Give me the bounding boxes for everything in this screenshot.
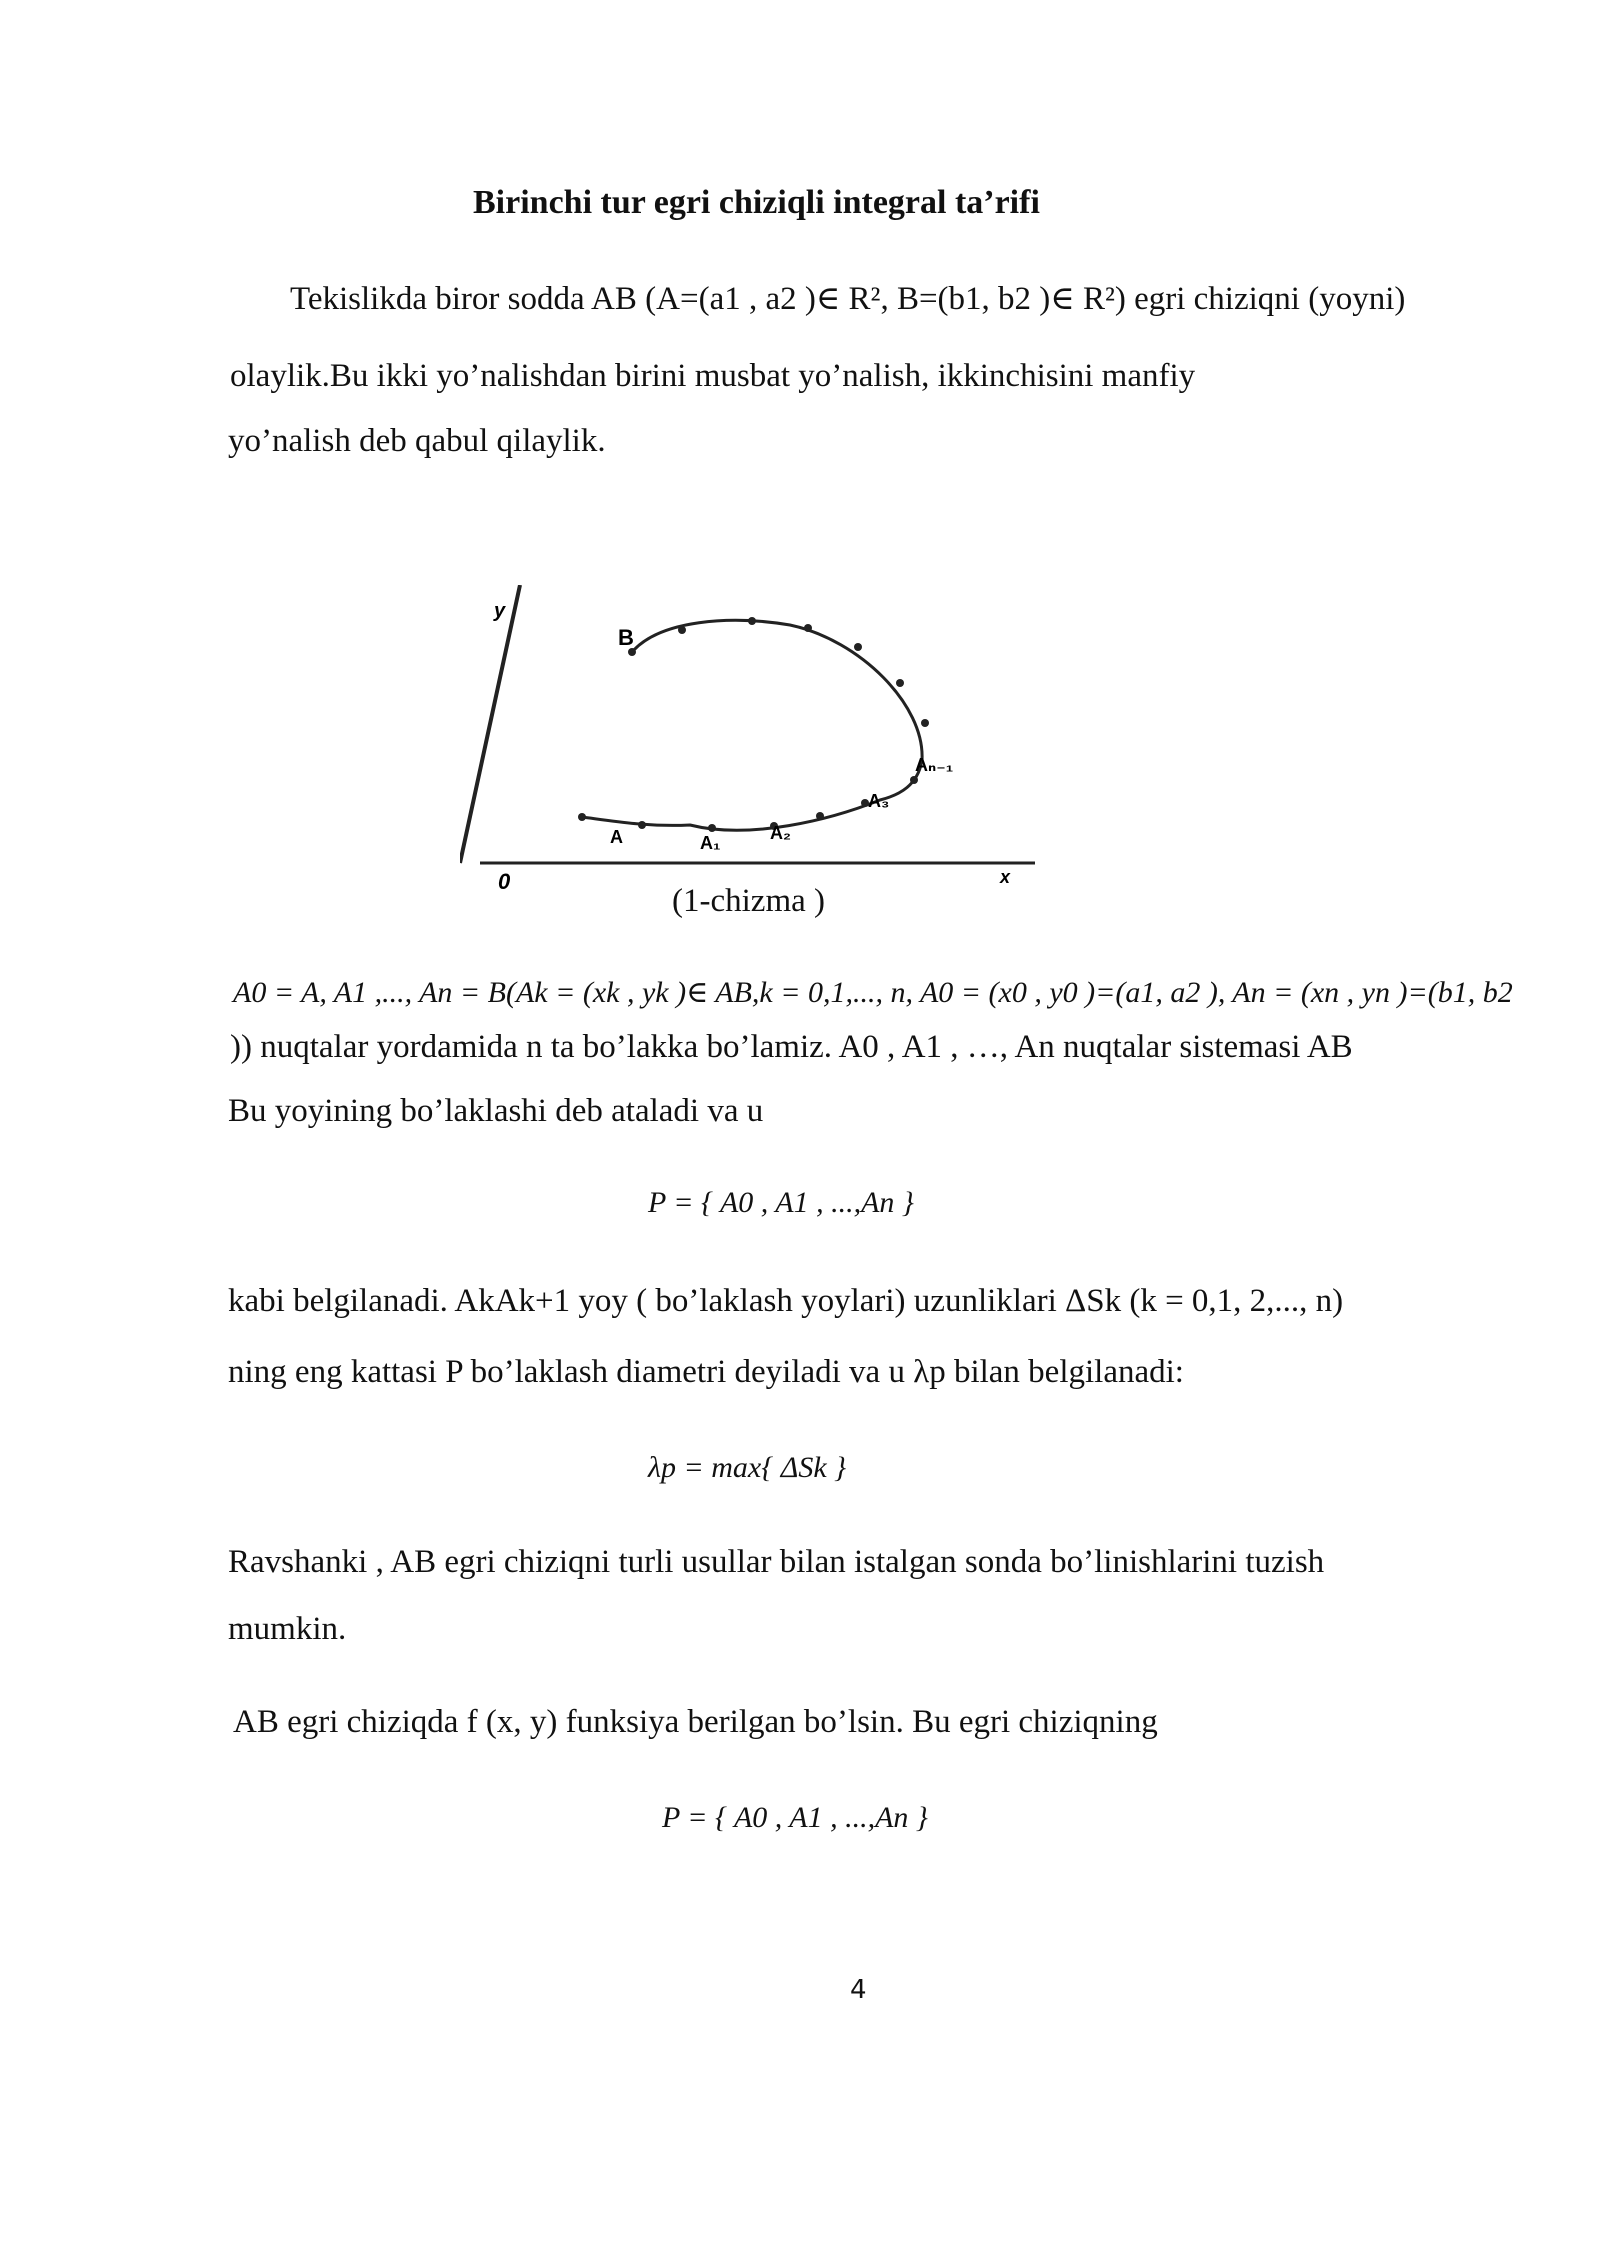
- partition-point: [708, 824, 716, 832]
- partition-point: [578, 813, 586, 821]
- x-axis-label: x: [1000, 867, 1011, 887]
- partition-point: [854, 643, 862, 651]
- paragraph-1-line-2: olaylik.Bu ikki yo’nalishdan birini musbat yo’nalish, ikkinchisini manfiy: [230, 358, 1196, 394]
- formula-partition-repeat: P = { A0 , A1 , ...,An }: [662, 1801, 928, 1834]
- figure-caption: (1-chizma ): [672, 883, 825, 919]
- point-label-a1: A₁: [700, 833, 721, 853]
- formula-partition: P = { A0 , A1 , ...,An }: [648, 1186, 914, 1219]
- point-label-b: B: [618, 625, 634, 650]
- paragraph-2-line-1: A0 = A, A1 ,..., An = B(Ak = (xk , yk )∈ AB,k = 0,1,..., n, A0 = (x0 , y0 )=(a1, a2 ), An = (xn , yn )=(b1, b2: [233, 976, 1513, 1009]
- y-axis-label: y: [494, 600, 506, 622]
- page-number: 4: [850, 1975, 867, 2005]
- paragraph-1-line-1: Tekislikda biror sodda AB (A=(a1 , a2 )∈ R², B=(b1, b2 )∈ R²) egri chiziqni (yoyni): [290, 281, 1406, 317]
- partition-point: [804, 624, 812, 632]
- partition-point: [896, 679, 904, 687]
- paragraph-2-line-3: Bu yoyining bo’laklashi deb ataladi va u: [228, 1093, 764, 1129]
- partition-point: [921, 719, 929, 727]
- partition-point: [748, 617, 756, 625]
- point-label-a2: A₂: [770, 823, 791, 843]
- paragraph-3-line-2: ning eng kattasi P bo’laklash diametri deyiladi va u λp bilan belgilanadi:: [228, 1354, 1184, 1390]
- origin-label: 0: [498, 869, 511, 894]
- section-title: Birinchi tur egri chiziqli integral ta’rifi: [473, 184, 1040, 221]
- point-label-a3: A₃: [868, 791, 890, 811]
- partition-point: [910, 776, 918, 784]
- curve-figure: [460, 585, 1060, 905]
- y-axis: [460, 585, 520, 863]
- partition-point: [678, 626, 686, 634]
- paragraph-3-line-1: kabi belgilanadi. AkAk+1 yoy ( bo’laklash yoylari) uzunliklari ΔSk (k = 0,1, 2,..., n): [228, 1283, 1344, 1319]
- paragraph-4-line-1: Ravshanki , AB egri chiziqni turli usullar bilan istalgan sonda bo’linishlarini tuzish: [228, 1544, 1325, 1580]
- partition-point: [638, 821, 646, 829]
- point-label-a: A: [610, 827, 623, 847]
- paragraph-5-line-1: AB egri chiziqda f (x, y) funksiya berilgan bo’lsin. Bu egri chiziqning: [233, 1704, 1158, 1740]
- paragraph-2-line-2: )) nuqtalar yordamida n ta bo’lakka bo’lamiz. A0 , A1 , …, An nuqtalar sistemasi AB: [230, 1029, 1353, 1065]
- point-label-an: Aₙ₋₁: [915, 755, 954, 775]
- formula-diameter: λp = max{ ΔSk }: [648, 1451, 847, 1484]
- paragraph-4-line-2: mumkin.: [228, 1611, 347, 1647]
- partition-point: [816, 812, 824, 820]
- paragraph-1-line-3: yo’nalish deb qabul qilaylik.: [228, 423, 606, 459]
